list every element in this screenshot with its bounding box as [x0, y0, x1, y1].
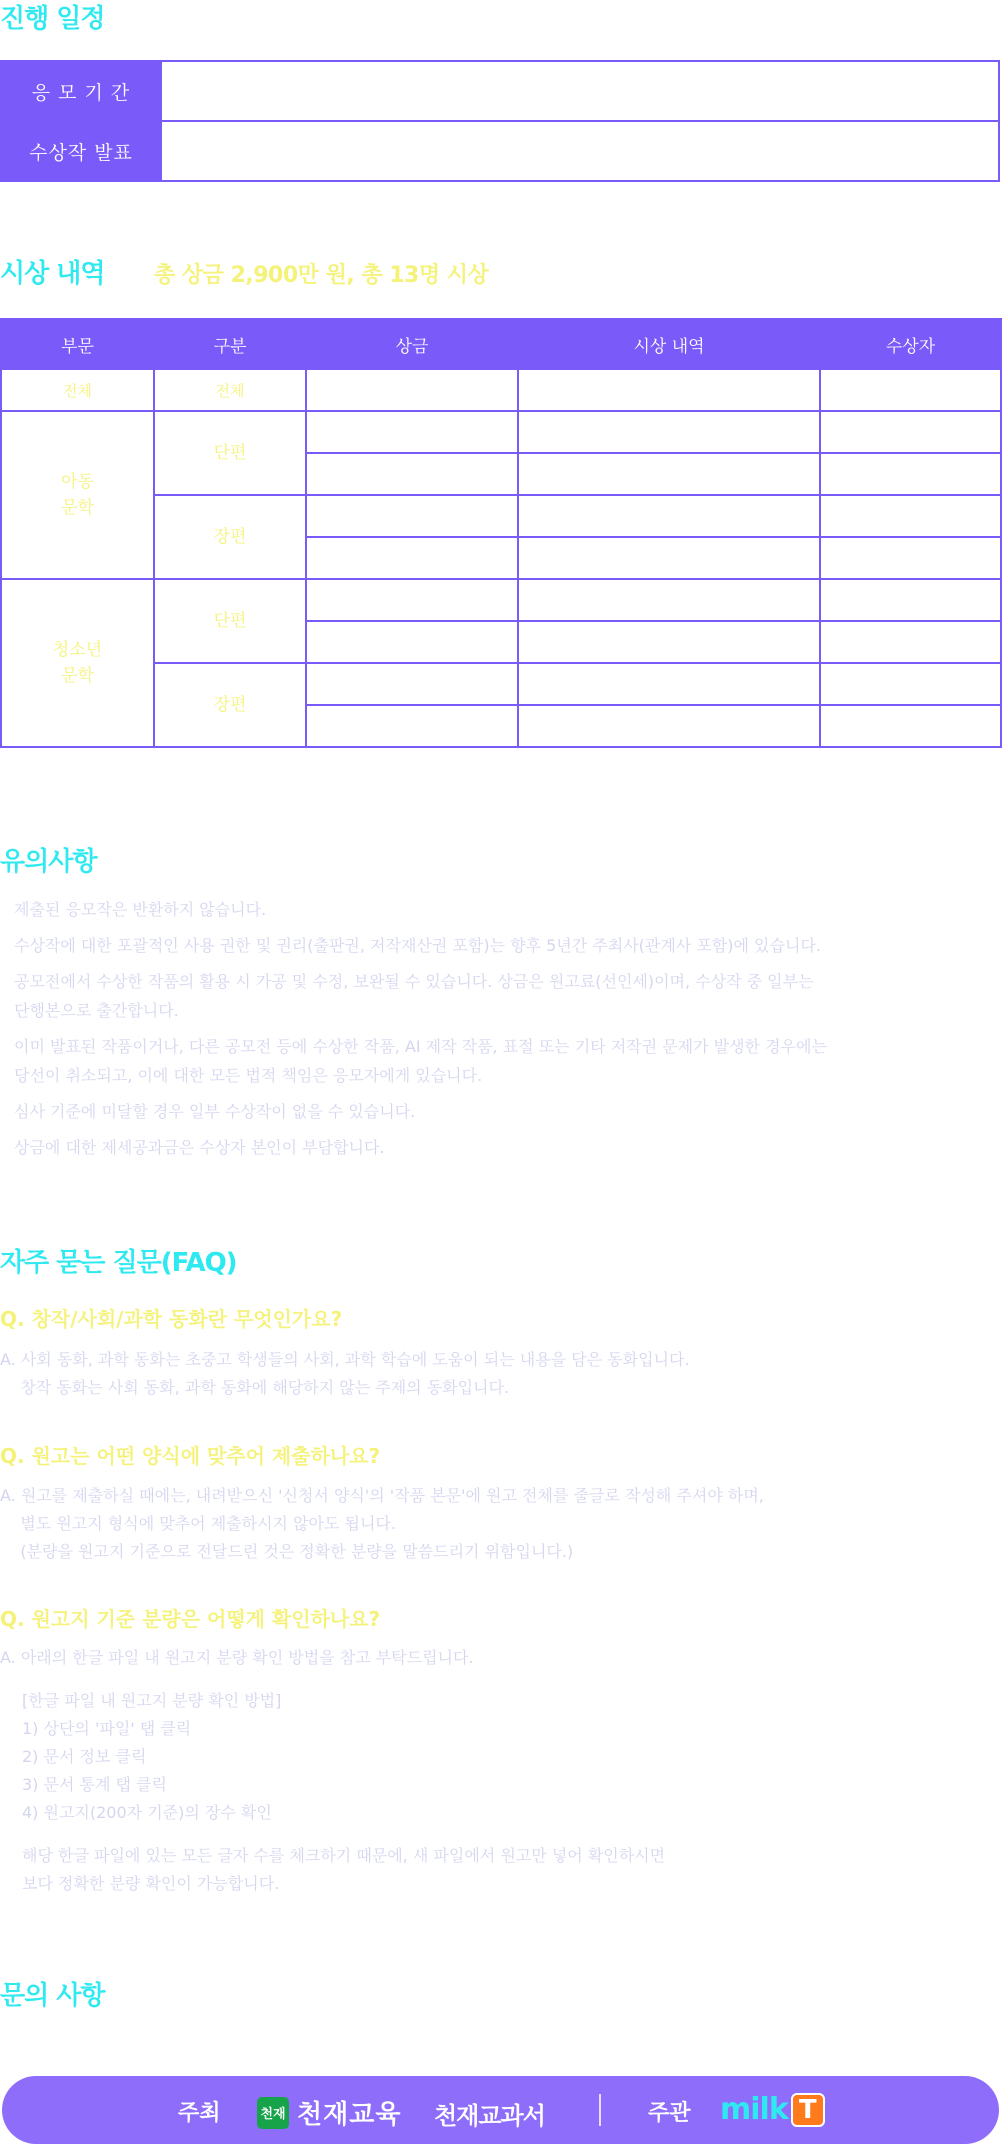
faq-title: 자주 묻는 질문(FAQ) [0, 1248, 237, 1278]
footer-divider [599, 2094, 601, 2126]
cell-winner [820, 621, 1001, 663]
list-item: 공모전에서 수상한 작품의 활용 시 가공 및 수정, 보완될 수 있습니다. 상금은 원고료(선인세)이며, 수상작 중 일부는 단행본으로 출간합니다. [14, 972, 814, 1020]
chunjae-education-logo-text: 천재교육 [297, 2100, 402, 2130]
faq-step-3: 3) 문서 통계 탭 클릭 [22, 1775, 167, 1794]
cell-winner [820, 453, 1001, 495]
cell-type-youth-short: 단편 [154, 579, 306, 663]
list-item: 수상작에 대한 포괄적인 사용 권한 및 권리(출판권, 저작재산권 포함)는 향후 5년간 주최사(관계사 포함)에 있습니다. [14, 936, 821, 955]
chunjae-textbook-logo: 천재교과서 [434, 2102, 545, 2130]
faq-tip-line-1: 해당 한글 파일에 있는 모든 글자 수를 체크하기 때문에, 새 파일에서 원고만 넣어 확인하시면 [22, 1846, 666, 1865]
cell-category-children: 아동 문학 [1, 411, 154, 579]
awards-header-row [1, 319, 1001, 369]
schedule-row-period [2, 62, 998, 120]
chunjae-logo-mark-icon: 천재 [257, 2097, 289, 2129]
list-item: 이미 발표된 작품이거나, 다른 공모전 등에 수상한 작품, AI 제작 작품, 표절 또는 기타 저작권 문제가 발생한 경우에는 당선이 취소되고, 이에 대한 모든 법적 책임은 응모자에게 있습니다. [14, 1037, 827, 1085]
cell-detail [518, 705, 820, 747]
milkt-logo [720, 2092, 825, 2127]
faq-answer-2 [0, 1482, 764, 1566]
milkt-logo-t-icon: T [791, 2093, 825, 2127]
faq-answer-1-line-2: 창작 동화는 사회 동화, 과학 동화에 해당하지 않는 주제의 동화입니다. [0, 1378, 510, 1397]
schedule-value-period [160, 62, 998, 120]
cell-category-overall: 전체 [1, 369, 154, 411]
schedule-value-announce [160, 122, 998, 180]
cell-prize [306, 663, 518, 705]
cell-detail [518, 369, 820, 411]
chunjae-education-logo [257, 2094, 401, 2131]
cell-detail [518, 495, 820, 537]
cell-winner [820, 495, 1001, 537]
faq-steps-title: [한글 파일 내 원고지 분량 확인 방법] [22, 1691, 282, 1710]
cell-detail [518, 453, 820, 495]
faq-answer-2-line-1: A. 원고를 제출하실 때에는, 내려받으신 '신청서 양식'의 '작품 본문'에 원고 전체를 줄글로 작성해 주셔야 하며, [0, 1486, 764, 1505]
schedule-row-announce [2, 120, 998, 180]
cell-winner [820, 579, 1001, 621]
host-label: 주최 [178, 2101, 221, 2126]
faq-answer-1-line-1: A. 사회 동화, 과학 동화는 초중고 학생들의 사회, 과학 학습에 도움이 되는 내용을 담은 동화입니다. [0, 1350, 690, 1369]
cell-prize [306, 369, 518, 411]
milkt-logo-text: milk [720, 2092, 788, 2127]
cell-prize [306, 453, 518, 495]
list-item: 제출된 응모작은 반환하지 않습니다. [14, 900, 267, 919]
faq-tip-line-2: 보다 정확한 분량 확인이 가능합니다. [22, 1874, 280, 1893]
cell-type-children-short: 단편 [154, 411, 306, 495]
cell-winner [820, 663, 1001, 705]
cell-detail [518, 579, 820, 621]
cell-prize [306, 411, 518, 453]
cell-prize [306, 705, 518, 747]
faq-question-1: Q. 창작/사회/과학 동화란 무엇인가요? [0, 1307, 343, 1331]
faq-steps [22, 1687, 281, 1827]
cell-detail [518, 621, 820, 663]
cell-type-overall: 전체 [154, 369, 306, 411]
cell-detail [518, 537, 820, 579]
cell-winner [820, 369, 1001, 411]
header-prize: 상금 [306, 319, 518, 369]
cell-prize [306, 579, 518, 621]
cell-winner [820, 705, 1001, 747]
faq-answer-3-line-1: A. 아래의 한글 파일 내 원고지 분량 확인 방법을 참고 부탁드립니다. [0, 1648, 474, 1667]
faq-answer-2-line-3: (분량을 원고지 기준으로 전달드린 것은 정확한 분량을 말씀드리기 위함입니다.) [0, 1542, 574, 1561]
cell-prize [306, 621, 518, 663]
awards-summary: 총 상금 2,900만 원, 총 13명 시상 [154, 263, 489, 288]
faq-step-2: 2) 문서 정보 클릭 [22, 1747, 147, 1766]
cell-winner [820, 537, 1001, 579]
cell-detail [518, 411, 820, 453]
schedule-label-announce: 수상작 발표 [2, 122, 160, 180]
sponsor-banner [2, 2076, 999, 2144]
cell-type-children-long: 장편 [154, 495, 306, 579]
cell-winner [820, 411, 1001, 453]
cell-prize [306, 537, 518, 579]
faq-answer-2-line-2: 별도 원고지 형식에 맞추어 제출하시지 않아도 됩니다. [0, 1514, 396, 1533]
schedule-label-period: 응 모 기 간 [2, 62, 160, 120]
schedule-table [0, 60, 1000, 182]
table-row [1, 411, 1001, 453]
faq-question-3: Q. 원고지 기준 분량은 어떻게 확인하나요? [0, 1607, 381, 1631]
table-row [1, 369, 1001, 411]
faq-answer-1 [0, 1346, 690, 1402]
cell-prize [306, 495, 518, 537]
list-item: 상금에 대한 제세공과금은 수상자 본인이 부담합니다. [14, 1138, 385, 1157]
list-item: 심사 기준에 미달할 경우 일부 수상작이 없을 수 있습니다. [14, 1102, 416, 1121]
organizer-label: 주관 [648, 2101, 691, 2126]
faq-answer-3 [0, 1644, 474, 1672]
notes-list [14, 895, 914, 1169]
cell-detail [518, 663, 820, 705]
header-winner: 수상자 [820, 319, 1001, 369]
faq-step-1: 1) 상단의 '파일' 탭 클릭 [22, 1719, 192, 1738]
schedule-title: 진행 일정 [0, 4, 105, 34]
header-category: 부문 [1, 319, 154, 369]
awards-title: 시상 내역 [0, 259, 105, 289]
cell-type-youth-long: 장편 [154, 663, 306, 747]
faq-tip [22, 1842, 665, 1898]
header-detail: 시상 내역 [518, 319, 820, 369]
awards-table [0, 318, 1002, 748]
faq-question-2: Q. 원고는 어떤 양식에 맞추어 제출하나요? [0, 1444, 381, 1468]
table-row [1, 579, 1001, 621]
cell-category-youth: 청소년 문학 [1, 579, 154, 747]
inquiry-title: 문의 사항 [0, 1981, 105, 2011]
faq-step-4: 4) 원고지(200자 기준)의 장수 확인 [22, 1803, 272, 1822]
header-type: 구분 [154, 319, 306, 369]
notes-title: 유의사항 [0, 847, 97, 877]
